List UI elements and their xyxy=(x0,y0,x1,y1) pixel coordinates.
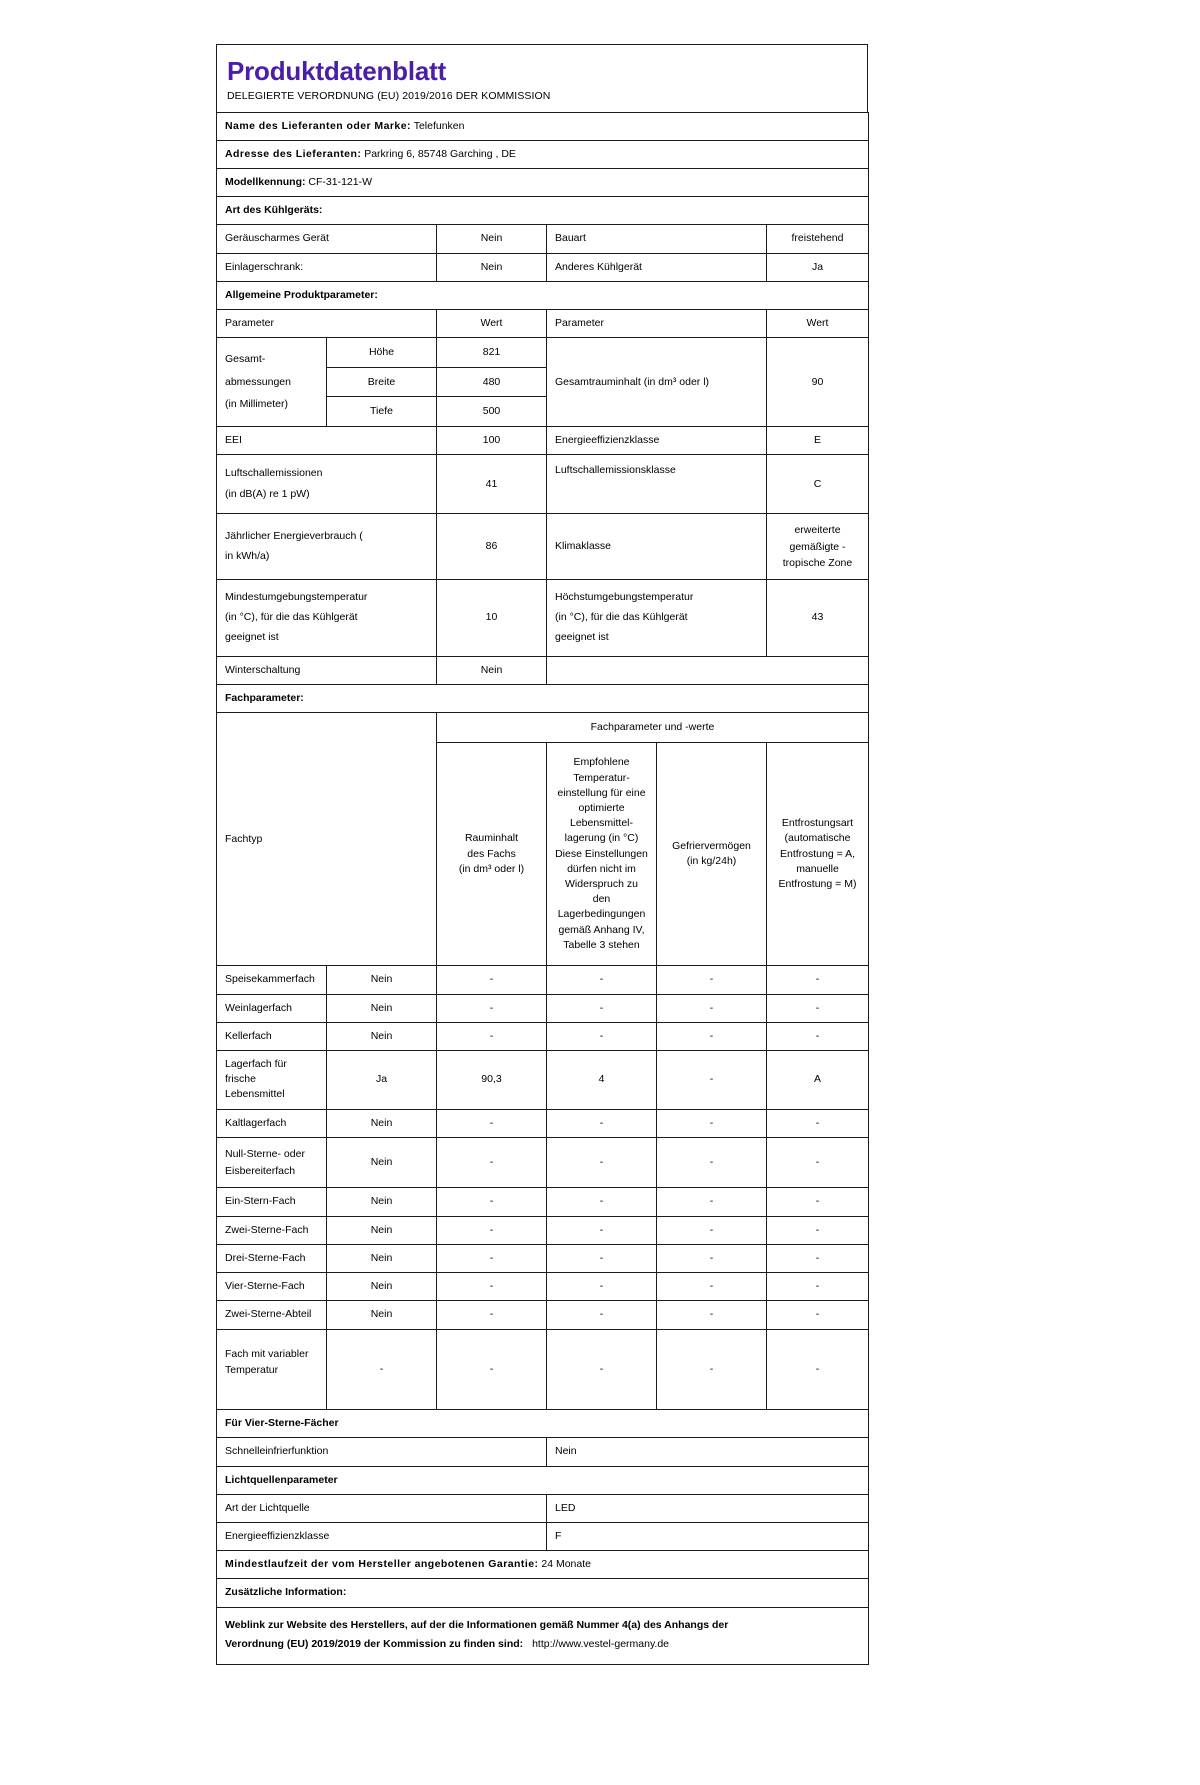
supplier-name-cell xyxy=(217,112,869,140)
compartment-defrost: - xyxy=(767,1273,869,1301)
compartment-freeze: - xyxy=(657,1109,767,1137)
winter-label: Winterschaltung xyxy=(217,656,437,684)
table-row xyxy=(217,1216,869,1244)
compartment-present: Nein xyxy=(327,1216,437,1244)
compartment-temp: - xyxy=(547,994,657,1022)
table-row xyxy=(217,1188,869,1216)
weblink-line1: Weblink zur Website des Herstellers, auf der die Informationen gemäß Nummer 4(a) des Anhangs der xyxy=(225,1618,729,1631)
compartment-present: Nein xyxy=(327,1022,437,1050)
table-row xyxy=(217,1273,869,1301)
compartment-freeze: - xyxy=(657,1022,767,1050)
light-section-label: Lichtquellenparameter xyxy=(217,1466,869,1494)
compartment-temp: - xyxy=(547,1216,657,1244)
compartment-freeze: - xyxy=(657,1188,767,1216)
general-section-label: Allgemeine Produktparameter: xyxy=(217,281,869,309)
width-value: 480 xyxy=(437,367,547,397)
compartment-freeze: - xyxy=(657,1216,767,1244)
compartment-type: Drei-Sterne-Fach xyxy=(217,1244,327,1272)
temp-header-line7: Diese Einstellungen xyxy=(555,847,648,860)
compartment-defrost: - xyxy=(767,1301,869,1329)
model-label: Modellkennung: xyxy=(225,176,306,189)
light-class-value: F xyxy=(547,1522,869,1550)
table-row xyxy=(217,1022,869,1050)
light-class-label: Energieeffizienzklasse xyxy=(217,1522,547,1550)
compartment-defrost: - xyxy=(767,1244,869,1272)
compartment-type-header: Fachtyp xyxy=(217,713,437,966)
light-type-label: Art der Lichtquelle xyxy=(217,1494,547,1522)
compartment-freeze: - xyxy=(657,966,767,994)
table-row xyxy=(217,514,869,580)
supplier-name-label: Name des Lieferanten oder Marke: xyxy=(225,119,411,132)
compartment-type: Kaltlagerfach xyxy=(217,1109,327,1137)
temp-header-line3: einstellung für eine xyxy=(557,786,646,799)
sheet-header xyxy=(216,44,868,112)
compartment-freeze: - xyxy=(657,1329,767,1410)
compartment-freeze: - xyxy=(657,1273,767,1301)
compartment-defrost: - xyxy=(767,1137,869,1188)
compartment-type: Null-Sterne- oder Eisbereiterfach xyxy=(217,1137,327,1188)
climate-class-value-line3: tropische Zone xyxy=(782,556,853,569)
storage-cabinet-value: Nein xyxy=(437,253,547,281)
weblink-cell xyxy=(217,1607,869,1664)
supplier-name-row xyxy=(217,112,869,140)
table-row xyxy=(217,1438,869,1466)
defrost-header-line5: Entfrostung = M) xyxy=(778,878,857,891)
table-row xyxy=(217,994,869,1022)
total-volume-value: 90 xyxy=(767,338,869,427)
temp-header-line1: Empfohlene xyxy=(573,756,630,769)
compartment-volume: - xyxy=(437,994,547,1022)
compartment-defrost: - xyxy=(767,966,869,994)
low-noise-label: Geräuscharmes Gerät xyxy=(217,225,437,253)
dimensions-label-line2: abmessungen xyxy=(225,375,291,388)
header-wert-left: Wert xyxy=(437,310,547,338)
max-temp-line1: Höchstumgebungstemperatur xyxy=(555,591,694,604)
compartment-temp: - xyxy=(547,1109,657,1137)
climate-class-label: Klimaklasse xyxy=(547,514,767,580)
compartment-volume: - xyxy=(437,1022,547,1050)
compartment-temp: - xyxy=(547,1273,657,1301)
volume-header-line3: (in dm³ oder l) xyxy=(458,862,525,875)
compartment-present: Nein xyxy=(327,1244,437,1272)
compartment-freeze: - xyxy=(657,1137,767,1188)
table-row xyxy=(217,1109,869,1137)
light-type-value: LED xyxy=(547,1494,869,1522)
defrost-header-line2: (automatische xyxy=(784,832,851,845)
compartment-present: Nein xyxy=(327,994,437,1022)
fast-freeze-label: Schnelleinfrierfunktion xyxy=(217,1438,547,1466)
fiche-sheet xyxy=(216,44,868,1665)
storage-cabinet-label: Einlagerschrank: xyxy=(217,253,437,281)
table-row xyxy=(217,1329,869,1410)
temp-header-line11: gemäß Anhang IV, xyxy=(558,923,645,936)
annual-energy-label-line1: Jährlicher Energieverbrauch ( xyxy=(225,529,363,542)
additional-info-label: Zusätzliche Information: xyxy=(217,1579,869,1607)
climate-class-value-line2: gemäßigte - xyxy=(789,540,846,553)
annual-energy-label-cell xyxy=(217,514,437,580)
other-appliance-value: Ja xyxy=(767,253,869,281)
compartment-volume: - xyxy=(437,1109,547,1137)
table-row xyxy=(217,225,869,253)
weblink-line2: Verordnung (EU) 2019/2019 der Kommission zu finden sind: xyxy=(225,1637,524,1650)
model-cell xyxy=(217,169,869,197)
defrost-header-line4: manuelle xyxy=(796,862,839,875)
eei-value: 100 xyxy=(437,427,547,455)
supplier-address-cell xyxy=(217,140,869,168)
temp-header-line10: Lagerbedingungen xyxy=(557,908,646,921)
compartment-freeze: - xyxy=(657,1050,767,1109)
compartment-freeze-header xyxy=(657,743,767,966)
depth-value: 500 xyxy=(437,397,547,427)
compartment-type: Kellerfach xyxy=(217,1022,327,1050)
compartment-present: Nein xyxy=(327,1109,437,1137)
four-star-section-row xyxy=(217,1410,869,1438)
table-row xyxy=(217,1050,869,1109)
table-row xyxy=(217,580,869,657)
compartment-group-header: Fachparameter und -werte xyxy=(437,713,869,743)
table-row xyxy=(217,253,869,281)
header-parameter-left: Parameter xyxy=(217,310,437,338)
general-header-row xyxy=(217,310,869,338)
compartment-volume-header xyxy=(437,743,547,966)
compartment-present: Nein xyxy=(327,966,437,994)
weblink-row xyxy=(217,1607,869,1664)
compartment-volume: - xyxy=(437,1301,547,1329)
defrost-header-line1: Entfrostungsart xyxy=(781,817,854,830)
temp-header-line8: dürfen nicht im xyxy=(567,862,636,875)
compartments-group-header-row xyxy=(217,713,869,743)
dimensions-label-cell xyxy=(217,338,327,427)
model-value: CF-31-121-W xyxy=(308,176,373,189)
compartment-volume: - xyxy=(437,1188,547,1216)
compartment-defrost: A xyxy=(767,1050,869,1109)
compartment-volume: - xyxy=(437,966,547,994)
model-row xyxy=(217,169,869,197)
regulation-subtitle: DELEGIERTE VERORDNUNG (EU) 2019/2016 DER KOMMISSION xyxy=(227,89,551,102)
compartment-present: Nein xyxy=(327,1188,437,1216)
compartment-type: Weinlagerfach xyxy=(217,994,327,1022)
temp-header-line4: optimierte xyxy=(578,801,625,814)
table-row xyxy=(217,338,869,368)
min-temp-label-cell xyxy=(217,580,437,657)
table-row xyxy=(217,1244,869,1272)
noise-class-value: C xyxy=(767,455,869,514)
compartment-type: Fach mit variabler Temperatur xyxy=(217,1329,327,1410)
header-parameter-right: Parameter xyxy=(547,310,767,338)
compartment-temp: - xyxy=(547,1188,657,1216)
page-title: Produktdatenblatt xyxy=(227,56,447,86)
winter-value: Nein xyxy=(437,656,547,684)
compartment-defrost: - xyxy=(767,1022,869,1050)
appliance-type-section-label: Art des Kühlgeräts: xyxy=(217,197,869,225)
general-section-row xyxy=(217,281,869,309)
compartment-volume: - xyxy=(437,1137,547,1188)
compartment-freeze: - xyxy=(657,994,767,1022)
total-volume-label: Gesamtrauminhalt (in dm³ oder l) xyxy=(547,338,767,427)
min-temp-line1: Mindestumgebungstemperatur xyxy=(225,591,368,604)
supplier-address-row xyxy=(217,140,869,168)
four-star-section-label: Für Vier-Sterne-Fächer xyxy=(217,1410,869,1438)
compartment-type: Vier-Sterne-Fach xyxy=(217,1273,327,1301)
dimensions-label-line3: (in Millimeter) xyxy=(225,398,288,411)
warranty-label: Mindestlaufzeit der vom Hersteller angebotenen Garantie: xyxy=(225,1558,539,1571)
compartment-defrost: - xyxy=(767,1216,869,1244)
min-temp-value: 10 xyxy=(437,580,547,657)
header-wert-right: Wert xyxy=(767,310,869,338)
temp-header-line5: Lebensmittel- xyxy=(569,817,634,830)
supplier-address-label: Adresse des Lieferanten: xyxy=(225,147,362,160)
construction-value: freistehend xyxy=(767,225,869,253)
climate-class-value-cell xyxy=(767,514,869,580)
compartment-volume: - xyxy=(437,1329,547,1410)
other-appliance-label: Anderes Kühlgerät xyxy=(547,253,767,281)
compartment-type: Lagerfach für frische Lebensmittel xyxy=(217,1050,327,1109)
fiche-table xyxy=(216,112,869,1665)
compartment-volume: 90,3 xyxy=(437,1050,547,1109)
low-noise-value: Nein xyxy=(437,225,547,253)
dimensions-label-line1: Gesamt- xyxy=(225,353,266,366)
volume-header-line1: Rauminhalt xyxy=(464,832,519,845)
eei-label: EEI xyxy=(217,427,437,455)
compartment-type: Zwei-Sterne-Abteil xyxy=(217,1301,327,1329)
supplier-name-value: Telefunken xyxy=(413,119,465,132)
temp-header-line9: Widerspruch zu den xyxy=(565,878,638,906)
min-temp-line3: geeignet ist xyxy=(225,630,279,643)
winter-empty-cell xyxy=(547,656,869,684)
table-row xyxy=(217,656,869,684)
compartment-volume: - xyxy=(437,1273,547,1301)
table-row xyxy=(217,455,869,514)
warranty-row xyxy=(217,1551,869,1579)
compartment-defrost-header xyxy=(767,743,869,966)
appliance-type-section-row xyxy=(217,197,869,225)
compartment-present: Nein xyxy=(327,1273,437,1301)
compartment-type: Ein-Stern-Fach xyxy=(217,1188,327,1216)
min-temp-line2: (in °C), für die das Kühlgerät xyxy=(225,610,358,623)
compartment-volume: - xyxy=(437,1216,547,1244)
compartment-type: Speisekammerfach xyxy=(217,966,327,994)
weblink-url[interactable]: http://www.vestel-germany.de xyxy=(532,1637,670,1650)
compartment-temp: - xyxy=(547,1022,657,1050)
depth-label: Tiefe xyxy=(327,397,437,427)
energy-class-label: Energieeffizienzklasse xyxy=(547,427,767,455)
freeze-header-line2: (in kg/24h) xyxy=(686,855,737,868)
defrost-header-line3: Entfrostung = A, xyxy=(779,847,855,860)
table-row xyxy=(217,1301,869,1329)
compartment-temp: - xyxy=(547,1137,657,1188)
energy-class-value: E xyxy=(767,427,869,455)
noise-value: 41 xyxy=(437,455,547,514)
volume-header-line2: des Fachs xyxy=(467,847,516,860)
width-label: Breite xyxy=(327,367,437,397)
table-row xyxy=(217,1494,869,1522)
noise-label-line1: Luftschallemissionen xyxy=(225,467,323,480)
temp-header-line12: Tabelle 3 stehen xyxy=(563,938,640,951)
max-temp-value: 43 xyxy=(767,580,869,657)
compartment-freeze: - xyxy=(657,1301,767,1329)
table-row xyxy=(217,1137,869,1188)
light-section-row xyxy=(217,1466,869,1494)
compartment-temp: - xyxy=(547,1329,657,1410)
warranty-value: 24 Monate xyxy=(541,1558,591,1571)
compartment-present: Nein xyxy=(327,1137,437,1188)
compartment-temp-header xyxy=(547,743,657,966)
table-row xyxy=(217,427,869,455)
construction-label: Bauart xyxy=(547,225,767,253)
freeze-header-line1: Gefriervermögen xyxy=(672,840,751,852)
compartment-volume: - xyxy=(437,1244,547,1272)
compartment-present: Ja xyxy=(327,1050,437,1109)
table-row xyxy=(217,966,869,994)
compartment-defrost: - xyxy=(767,1109,869,1137)
max-temp-line2: (in °C), für die das Kühlgerät xyxy=(555,610,688,623)
compartment-type: Zwei-Sterne-Fach xyxy=(217,1216,327,1244)
compartment-temp: 4 xyxy=(547,1050,657,1109)
noise-class-label: Luftschallemissionsklasse xyxy=(547,455,767,514)
compartment-freeze: - xyxy=(657,1244,767,1272)
compartment-temp: - xyxy=(547,1301,657,1329)
compartments-section-row xyxy=(217,685,869,713)
temp-header-line6: lagerung (in °C) xyxy=(564,832,639,845)
max-temp-line3: geeignet ist xyxy=(555,630,609,643)
compartments-section-label: Fachparameter: xyxy=(217,685,869,713)
compartment-temp: - xyxy=(547,966,657,994)
height-value: 821 xyxy=(437,338,547,368)
warranty-cell xyxy=(217,1551,869,1579)
compartment-defrost: - xyxy=(767,1188,869,1216)
noise-label-line2: (in dB(A) re 1 pW) xyxy=(225,488,310,501)
supplier-address-value: Parkring 6, 85748 Garching , DE xyxy=(364,147,516,160)
table-row xyxy=(217,1522,869,1550)
noise-label-cell xyxy=(217,455,437,514)
height-label: Höhe xyxy=(327,338,437,368)
compartment-defrost: - xyxy=(767,994,869,1022)
fast-freeze-value: Nein xyxy=(547,1438,869,1466)
climate-class-value-line1: erweiterte xyxy=(794,524,841,537)
compartment-temp: - xyxy=(547,1244,657,1272)
compartment-defrost: - xyxy=(767,1329,869,1410)
max-temp-label-cell xyxy=(547,580,767,657)
annual-energy-value: 86 xyxy=(437,514,547,580)
additional-info-row xyxy=(217,1579,869,1607)
annual-energy-label-line2: in kWh/a) xyxy=(225,549,270,562)
temp-header-line2: Temperatur- xyxy=(573,771,630,784)
compartment-present: - xyxy=(327,1329,437,1410)
compartment-present: Nein xyxy=(327,1301,437,1329)
